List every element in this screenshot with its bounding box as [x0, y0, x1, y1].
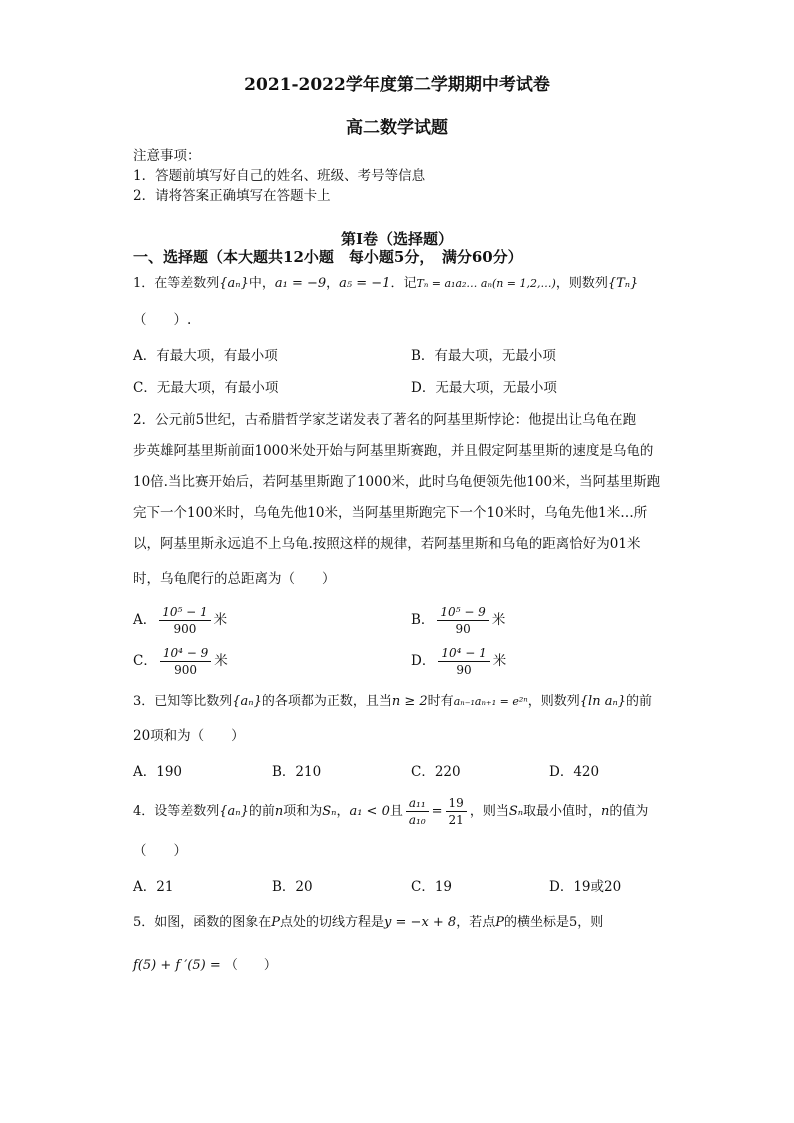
- q1-option-d: D．无最大项，无最小项: [411, 380, 557, 396]
- q3-stem-e: 的前: [626, 694, 653, 709]
- q5-stem-b: 点处的切线方程是: [280, 915, 385, 930]
- q1-stem-a: 1．在等差数列: [133, 276, 220, 291]
- q2-line-2: 步英雄阿基里斯前面1000米处开始与阿基里斯赛跑，并且假定阿基里斯的速度是乌龟的: [133, 443, 654, 459]
- q4-equals: =: [431, 804, 443, 819]
- q4-stem-e: 且: [389, 804, 403, 819]
- q2-line-1: 2．公元前5世纪，古希腊哲学家芝诺发表了著名的阿基里斯悖论：他提出让乌龟在跑: [133, 412, 637, 428]
- q4-value-den: 21: [448, 813, 464, 827]
- q3-option-b: B．210: [272, 764, 322, 780]
- q1-stem-d: ，则数列: [555, 276, 608, 291]
- q2-c-den: 900: [174, 663, 197, 677]
- q5-blank: （ ）: [224, 958, 277, 973]
- q4-option-c: C．19: [411, 879, 453, 895]
- q1-option-c: C．无最大项，有最小项: [133, 380, 279, 396]
- q4-value: [446, 795, 467, 828]
- q1-stem-b: 中，: [248, 276, 275, 291]
- q2-option-a: [133, 604, 227, 637]
- q2-line-4: 完下一个100米时，乌龟先他10米，当阿基里斯跑完下一个10米时，乌龟先他1米…所: [133, 505, 648, 521]
- q2-d-fraction: [438, 645, 489, 678]
- q4-sn-2: Sₙ: [508, 804, 524, 819]
- part1-title: 第I卷（选择题）: [340, 230, 454, 248]
- q2-d-unit: 米: [492, 653, 507, 669]
- q1-cond-1: a₁ = −9: [274, 276, 327, 291]
- q4-n: n: [274, 804, 284, 819]
- q1-seq: {aₙ}: [219, 276, 249, 291]
- q3-stem-b: 的各项都为正数，且当: [261, 694, 392, 709]
- q3-stem: [133, 692, 652, 712]
- notice-heading: 注意事项：: [133, 148, 201, 164]
- q3-seq-2: {ln aₙ}: [579, 694, 626, 709]
- q2-option-c: [133, 645, 228, 678]
- q4-stem-f: ，则当: [469, 804, 509, 819]
- section-heading: 一、选择题（本大题共12小题 每小题5分， 满分60分）: [133, 248, 523, 266]
- q1-cond-2: a₅ = −1: [339, 276, 391, 291]
- q2-a-unit: 米: [213, 612, 228, 628]
- q2-b-unit: 米: [491, 612, 506, 628]
- q2-a-label: A．: [133, 612, 157, 628]
- q4-option-b: B．20: [272, 879, 313, 895]
- q3-stem-c: 时有: [427, 694, 454, 709]
- q2-c-unit: 米: [214, 653, 228, 669]
- q2-a-den: 900: [173, 622, 197, 636]
- q5-expression: f(5) + f ′(5) =: [133, 958, 221, 973]
- q3-option-d: D．420: [549, 764, 600, 780]
- q3-cond: n ≥ 2: [391, 694, 428, 709]
- q2-b-label: B．: [411, 612, 435, 628]
- q5-stem-c: ，若点: [456, 915, 496, 930]
- q2-d-num: 10⁴ − 1: [438, 645, 489, 662]
- q1-stem-c: ．记: [390, 276, 417, 291]
- q2-c-label: C．: [133, 653, 157, 669]
- q1-stem: 1．在等差数列{aₙ}中，a₁ = −9，a₅ = −1．记Tₙ = a₁a₂… aₙ(n = 1,2,…)，则数列{Tₙ}: [133, 276, 639, 291]
- q4-ratio-den: a₁₀: [408, 813, 426, 827]
- q1-option-a: A．有最大项，有最小项: [133, 348, 278, 364]
- q4-sn: Sₙ: [322, 804, 337, 819]
- q3-option-c: C．220: [411, 764, 461, 780]
- q2-line-5: 以，阿基里斯永远追不上乌龟.按照这样的规律，若阿基里斯和乌龟的距离恰好为01米: [133, 536, 641, 552]
- q4-blank: （ ）: [133, 843, 187, 859]
- exam-subtitle: 高二数学试题: [346, 118, 448, 138]
- q4-stem-b: 的前: [248, 804, 275, 819]
- q4-ratio: [406, 795, 429, 828]
- q5-stem-a: 5．如图，函数的图象在: [133, 915, 272, 930]
- q5-line-2: [133, 956, 277, 976]
- q3-relation: aₙ₋₁aₙ₊₁ = e²ⁿ: [453, 695, 528, 708]
- q5-point-p-2: P: [495, 915, 504, 930]
- q2-b-num: 10⁵ − 9: [437, 604, 488, 621]
- q2-c-num: 10⁴ − 9: [160, 645, 211, 662]
- q4-seq: {aₙ}: [219, 804, 249, 819]
- q2-option-d: [411, 645, 506, 678]
- q1-blank: （ ）.: [133, 312, 192, 328]
- q4-option-a: A．21: [133, 879, 174, 895]
- q2-line-3: 10倍.当比赛开始后，若阿基里斯跑了1000米，此时乌龟便领先他100米，当阿基里斯跑: [133, 474, 661, 490]
- q4-stem-c: 项和为: [283, 804, 323, 819]
- q2-c-fraction: [160, 645, 211, 678]
- q2-d-label: D．: [411, 653, 436, 669]
- exam-title: 2021-2022学年度第二学期期中考试卷: [244, 75, 550, 95]
- q4-ratio-num: a₁₁: [406, 795, 429, 812]
- notice-item-2: 2．请将答案正确填写在答题卡上: [133, 188, 331, 204]
- q2-b-den: 90: [455, 622, 471, 636]
- q3-stem-d: ，则数列: [527, 694, 580, 709]
- q4-stem-g: 取最小值时，: [523, 804, 602, 819]
- q4-stem: [133, 795, 648, 828]
- q3-line-2: 20项和为（ ）: [133, 728, 245, 744]
- q4-stem-h: 的值为: [609, 804, 649, 819]
- q5-stem-d: 的横坐标是5，则: [503, 915, 604, 930]
- q3-stem-a: 3．已知等比数列: [133, 694, 233, 709]
- q1-option-b: B．有最大项，无最小项: [411, 348, 556, 364]
- q2-line-6: 时，乌龟爬行的总距离为（ ）: [133, 571, 336, 587]
- notice-item-1: 1．答题前填写好自己的姓名、班级、考号等信息: [133, 168, 426, 184]
- q4-n-2: n: [601, 804, 610, 819]
- q5-point-p: P: [271, 915, 281, 930]
- q2-option-b: [411, 604, 505, 637]
- q2-b-fraction: [437, 604, 488, 637]
- q4-option-d: D．19或20: [549, 879, 622, 895]
- q4-cond: a₁ < 0: [349, 804, 390, 819]
- q4-value-num: 19: [446, 795, 467, 812]
- q1-def: Tₙ = a₁a₂… aₙ(n = 1,2,…): [416, 277, 556, 290]
- q4-stem-a: 4．设等差数列: [133, 804, 220, 819]
- q2-a-num: 10⁵ − 1: [159, 604, 210, 621]
- q5-tangent-line: y = −x + 8: [384, 915, 457, 930]
- q2-d-den: 90: [456, 663, 472, 677]
- q4-stem-d: ，: [336, 804, 350, 819]
- q5-stem: [133, 913, 603, 933]
- q3-option-a: A．190: [133, 764, 183, 780]
- q2-a-fraction: [159, 604, 210, 637]
- q3-seq: {aₙ}: [232, 694, 262, 709]
- q1-seq-2: {Tₙ}: [607, 276, 639, 291]
